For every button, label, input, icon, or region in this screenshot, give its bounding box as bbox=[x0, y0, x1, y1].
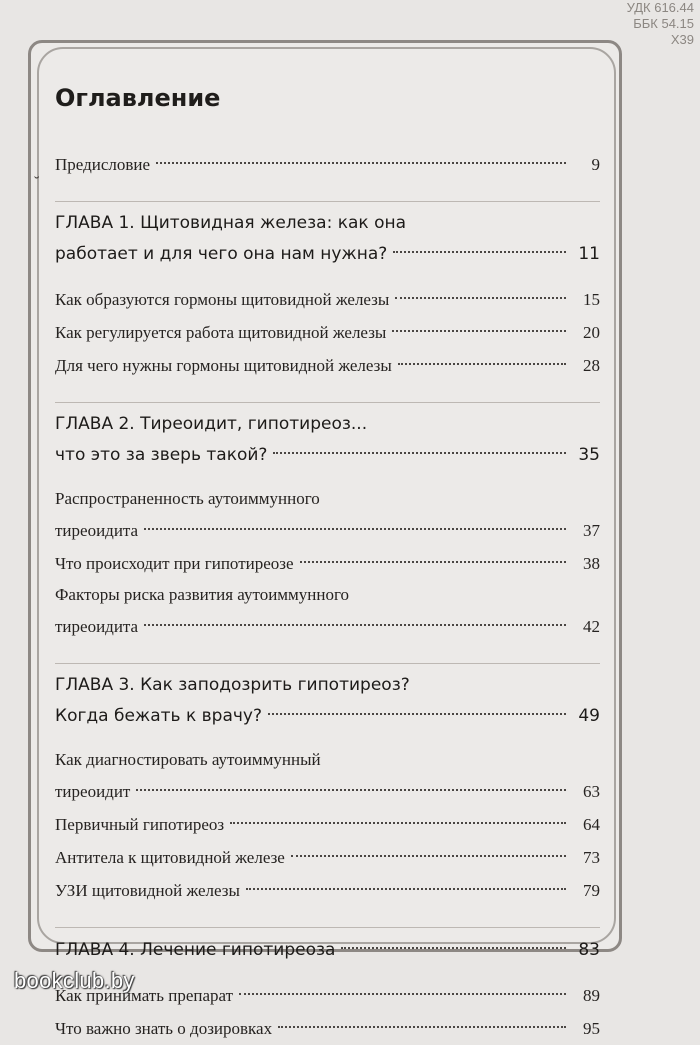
entry-label: Как регулируется работа щитовидной железы bbox=[55, 323, 387, 342]
entry-page: 63 bbox=[583, 782, 600, 801]
toc-section[interactable] bbox=[55, 349, 600, 382]
entry-label: Как образуются гормоны щитовидной железы bbox=[55, 290, 390, 309]
entry-label-line1: Распространенность аутоиммунного bbox=[55, 489, 320, 508]
entry-page: 64 bbox=[583, 815, 600, 834]
toc-section[interactable] bbox=[55, 979, 600, 1012]
toc-section[interactable] bbox=[55, 874, 600, 907]
dot-leader bbox=[144, 624, 566, 626]
entry-label-line2: тиреоидита bbox=[55, 521, 139, 540]
dot-leader bbox=[300, 561, 566, 563]
entry-label-line1: Факторы риска развития аутоиммунного bbox=[55, 585, 350, 604]
chapter-title-line1: ГЛАВА 1. Щитовидная железа: как она bbox=[55, 213, 407, 233]
entry-label: Как принимать препарат bbox=[55, 986, 234, 1005]
dot-leader bbox=[144, 528, 566, 530]
dot-leader bbox=[136, 789, 566, 791]
entry-label: Что важно знать о дозировках bbox=[55, 1019, 273, 1038]
bbk-code: ББК 54.15 bbox=[633, 16, 694, 31]
dot-leader bbox=[273, 452, 566, 454]
entry-label: Что происходит при гипотиреозе bbox=[55, 554, 294, 573]
chapter-title: ГЛАВА 4. Лечение гипотиреоза bbox=[55, 940, 336, 960]
entry-page: 95 bbox=[583, 1019, 600, 1038]
entry-label-line1: Как диагностировать аутоиммунный bbox=[55, 750, 321, 769]
toc-section[interactable] bbox=[55, 808, 600, 841]
entry-page: 42 bbox=[583, 617, 600, 636]
dot-leader bbox=[230, 822, 566, 824]
entry-page: 35 bbox=[578, 445, 600, 465]
udk-code: УДК 616.44 bbox=[626, 0, 694, 15]
toc-entry-preface[interactable] bbox=[55, 148, 600, 181]
entry-label: Предисловие bbox=[55, 155, 151, 174]
divider bbox=[55, 927, 600, 928]
table-of-contents bbox=[55, 80, 600, 1045]
toc-section[interactable] bbox=[55, 547, 600, 580]
entry-label-line2: тиреоидит bbox=[55, 782, 131, 801]
entry-page: 20 bbox=[583, 323, 600, 342]
chapter-title-line1: ГЛАВА 3. Как заподозрить гипотиреоз? bbox=[55, 675, 410, 695]
toc-chapter-4[interactable] bbox=[55, 934, 600, 967]
toc-section[interactable] bbox=[55, 745, 600, 808]
entry-page: 38 bbox=[583, 554, 600, 573]
dot-leader bbox=[398, 363, 566, 365]
toc-section[interactable] bbox=[55, 580, 600, 643]
entry-page: 89 bbox=[583, 986, 600, 1005]
toc-chapter-1[interactable] bbox=[55, 208, 600, 271]
dot-leader bbox=[268, 713, 566, 715]
dot-leader bbox=[341, 947, 566, 949]
pen-mark-icon: ˘ bbox=[34, 174, 40, 191]
dot-leader bbox=[239, 993, 566, 995]
entry-page: 15 bbox=[583, 290, 600, 309]
entry-label: УЗИ щитовидной железы bbox=[55, 881, 240, 900]
entry-label: Первичный гипотиреоз bbox=[55, 815, 225, 834]
entry-page: 73 bbox=[583, 848, 600, 867]
dot-leader bbox=[246, 888, 566, 890]
entry-page: 83 bbox=[578, 940, 600, 960]
toc-section[interactable] bbox=[55, 841, 600, 874]
entry-page: 79 bbox=[583, 881, 600, 900]
entry-page: 11 bbox=[578, 244, 600, 264]
divider bbox=[55, 663, 600, 664]
watermark: bookclub.by bbox=[14, 968, 135, 993]
entry-page: 49 bbox=[578, 706, 600, 726]
dot-leader bbox=[278, 1026, 566, 1028]
toc-section[interactable] bbox=[55, 484, 600, 547]
entry-page: 37 bbox=[583, 521, 600, 540]
chapter-title-line1: ГЛАВА 2. Тиреоидит, гипотиреоз... bbox=[55, 414, 368, 434]
toc-section[interactable] bbox=[55, 316, 600, 349]
divider bbox=[55, 201, 600, 202]
toc-chapter-2[interactable] bbox=[55, 409, 600, 472]
entry-label: Антитела к щитовидной железе bbox=[55, 848, 285, 867]
entry-page: 9 bbox=[591, 155, 600, 174]
divider bbox=[55, 402, 600, 403]
dot-leader bbox=[392, 330, 566, 332]
chapter-title-line2: работает и для чего она нам нужна? bbox=[55, 244, 388, 264]
author-mark: Х39 bbox=[670, 32, 694, 47]
chapter-title-line2: что это за зверь такой? bbox=[55, 445, 268, 465]
dot-leader bbox=[156, 162, 566, 164]
dot-leader bbox=[395, 297, 566, 299]
entry-label-line2: тиреоидита bbox=[55, 617, 139, 636]
dot-leader bbox=[291, 855, 566, 857]
toc-section[interactable] bbox=[55, 283, 600, 316]
entry-page: 28 bbox=[583, 356, 600, 375]
toc-title: Оглавление bbox=[55, 84, 221, 112]
entry-label: Для чего нужны гормоны щитовидной железы bbox=[55, 356, 392, 375]
dot-leader bbox=[393, 251, 566, 253]
toc-chapter-3[interactable] bbox=[55, 670, 600, 733]
chapter-title-line2: Когда бежать к врачу? bbox=[55, 706, 263, 726]
